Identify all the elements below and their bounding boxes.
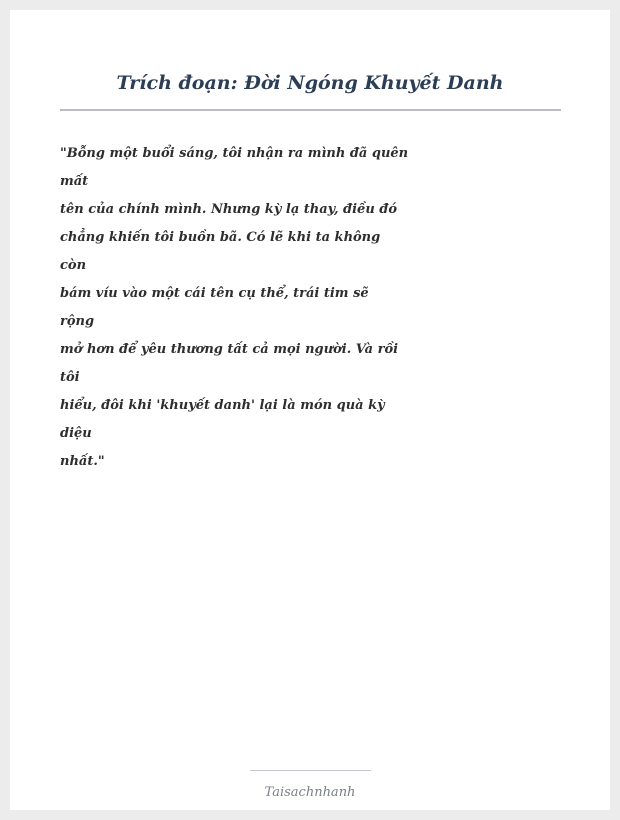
- document-page: [10, 10, 610, 810]
- excerpt-line: bám víu vào một cái tên cụ thể, trái tim sẽ: [60, 286, 369, 301]
- excerpt-line: "Bỗng một buổi sáng, tôi nhận ra mình đã quên: [60, 146, 409, 161]
- footer-divider: [250, 770, 371, 771]
- excerpt-line: hiểu, đôi khi 'khuyết danh' lại là món quà kỳ: [60, 398, 385, 413]
- page-title: Trích đoạn: Đời Ngóng Khuyết Danh: [116, 72, 504, 94]
- excerpt-line: diệu: [60, 426, 92, 441]
- footer-brand: Taisachnhanh: [264, 785, 356, 800]
- excerpt-line: còn: [60, 258, 87, 273]
- excerpt-line: mất: [60, 174, 89, 189]
- excerpt-line: chẳng khiến tôi buồn bã. Có lẽ khi ta không: [60, 230, 381, 245]
- excerpt-line: nhất.": [60, 454, 105, 469]
- excerpt-text: [60, 140, 409, 476]
- excerpt-line: mở hơn để yêu thương tất cả mọi người. Và rồi: [60, 342, 399, 357]
- title-divider: [60, 109, 561, 111]
- excerpt-line: tôi: [60, 370, 80, 385]
- excerpt-line: rộng: [60, 314, 95, 329]
- excerpt-line: tên của chính mình. Nhưng kỳ lạ thay, điều đó: [60, 202, 398, 217]
